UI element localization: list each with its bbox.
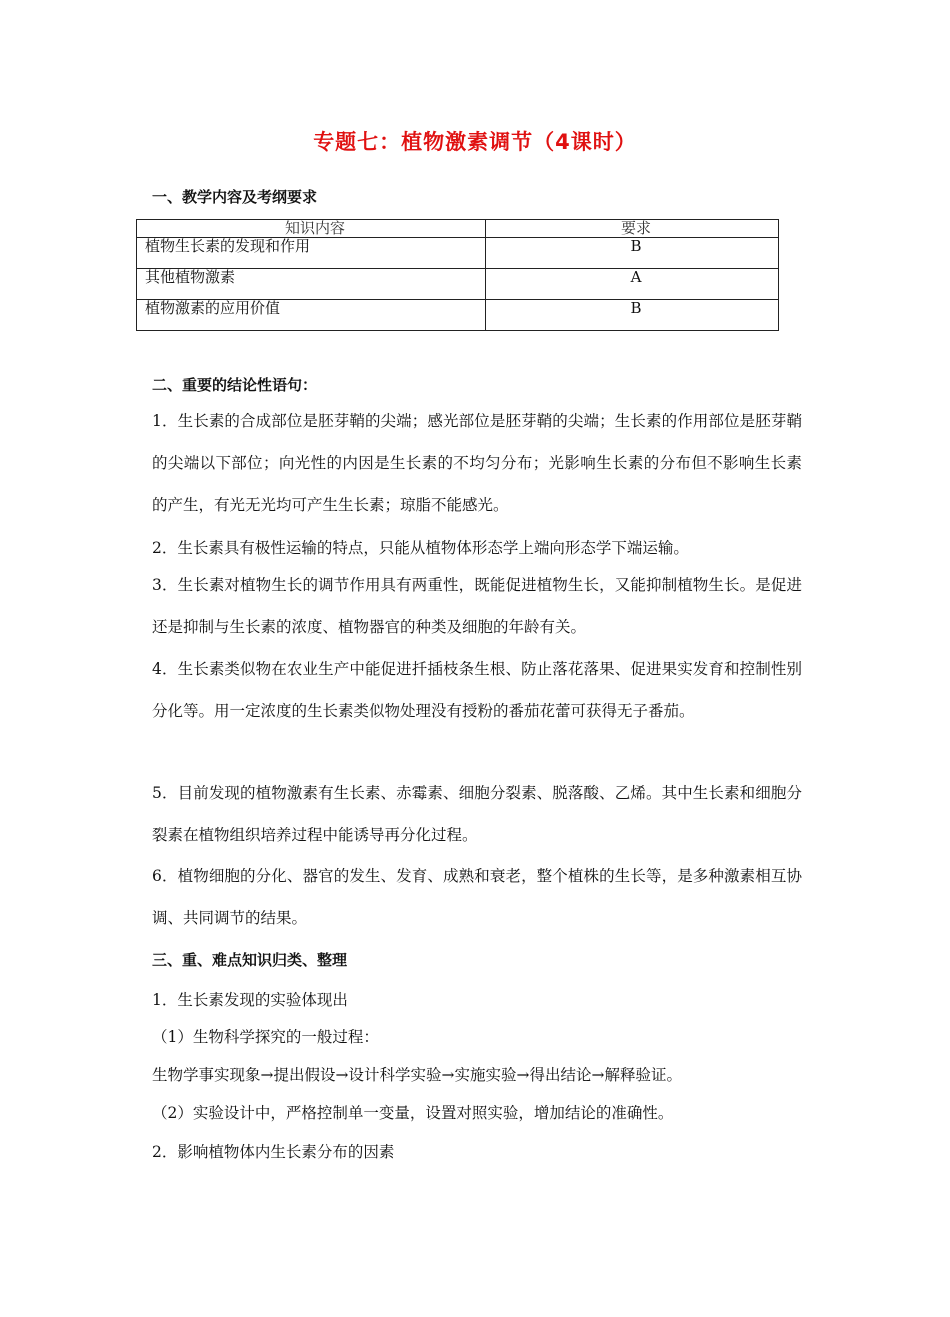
column-header-requirement: 要求 xyxy=(486,220,779,238)
table-cell-grade: A xyxy=(486,269,779,300)
section-heading-conclusions: 二、重要的结论性语句： xyxy=(152,376,318,394)
table-cell-grade: B xyxy=(486,238,779,269)
table-cell-content: 其他植物激素 xyxy=(137,269,486,300)
table-cell-content: 植物激素的应用价值 xyxy=(137,300,486,331)
key-point-line-1: 1．生长素发现的实验体现出 xyxy=(152,991,348,1009)
key-point-line-5: 2．影响植物体内生长素分布的因素 xyxy=(152,1143,395,1161)
key-point-line-3: 生物学事实现象→提出假设→设计科学实验→实施实验→得出结论→解释验证。 xyxy=(152,1066,682,1084)
column-header-content: 知识内容 xyxy=(137,220,486,238)
key-point-line-2: （1）生物科学探究的一般过程： xyxy=(152,1028,379,1046)
requirements-table xyxy=(136,219,779,331)
conclusion-item-3: 3．生长素对植物生长的调节作用具有两重性，既能促进植物生长，又能抑制植物生长。是促进还是抑制与生长素的浓度、植物器官的种类及细胞的年龄有关。 xyxy=(152,576,802,636)
table-row xyxy=(137,300,779,331)
conclusion-item-6: 6．植物细胞的分化、器官的发生、发育、成熟和衰老，整个植株的生长等，是多种激素相互协调、共同调节的结果。 xyxy=(152,867,802,927)
table-cell-content: 植物生长素的发现和作用 xyxy=(137,238,486,269)
page-title: 专题七：植物激素调节（4课时） xyxy=(313,130,637,154)
conclusion-item-1: 1．生长素的合成部位是胚芽鞘的尖端；感光部位是胚芽鞘的尖端；生长素的作用部位是胚芽鞘的尖端以下部位；向光性的内因是生长素的不均匀分布；光影响生长素的分布但不影响生长素的产生，有光无光均可产生生长素；琼脂不能感光。 xyxy=(152,412,802,514)
table-row xyxy=(137,269,779,300)
table-header-row xyxy=(137,220,779,238)
key-point-line-4: （2）实验设计中，严格控制单一变量，设置对照实验，增加结论的准确性。 xyxy=(152,1104,674,1122)
section-heading-requirements: 一、教学内容及考纲要求 xyxy=(152,188,318,206)
section-heading-key-points: 三、重、难点知识归类、整理 xyxy=(152,951,348,969)
table-cell-grade: B xyxy=(486,300,779,331)
conclusion-item-4: 4．生长素类似物在农业生产中能促进扦插枝条生根、防止落花落果、促进果实发育和控制性别分化等。用一定浓度的生长素类似物处理没有授粉的番茄花蕾可获得无子番茄。 xyxy=(152,660,802,720)
conclusion-item-2: 2．生长素具有极性运输的特点，只能从植物体形态学上端向形态学下端运输。 xyxy=(152,539,689,557)
table-row xyxy=(137,238,779,269)
conclusion-item-5: 5．目前发现的植物激素有生长素、赤霉素、细胞分裂素、脱落酸、乙烯。其中生长素和细胞分裂素在植物组织培养过程中能诱导再分化过程。 xyxy=(152,784,802,844)
